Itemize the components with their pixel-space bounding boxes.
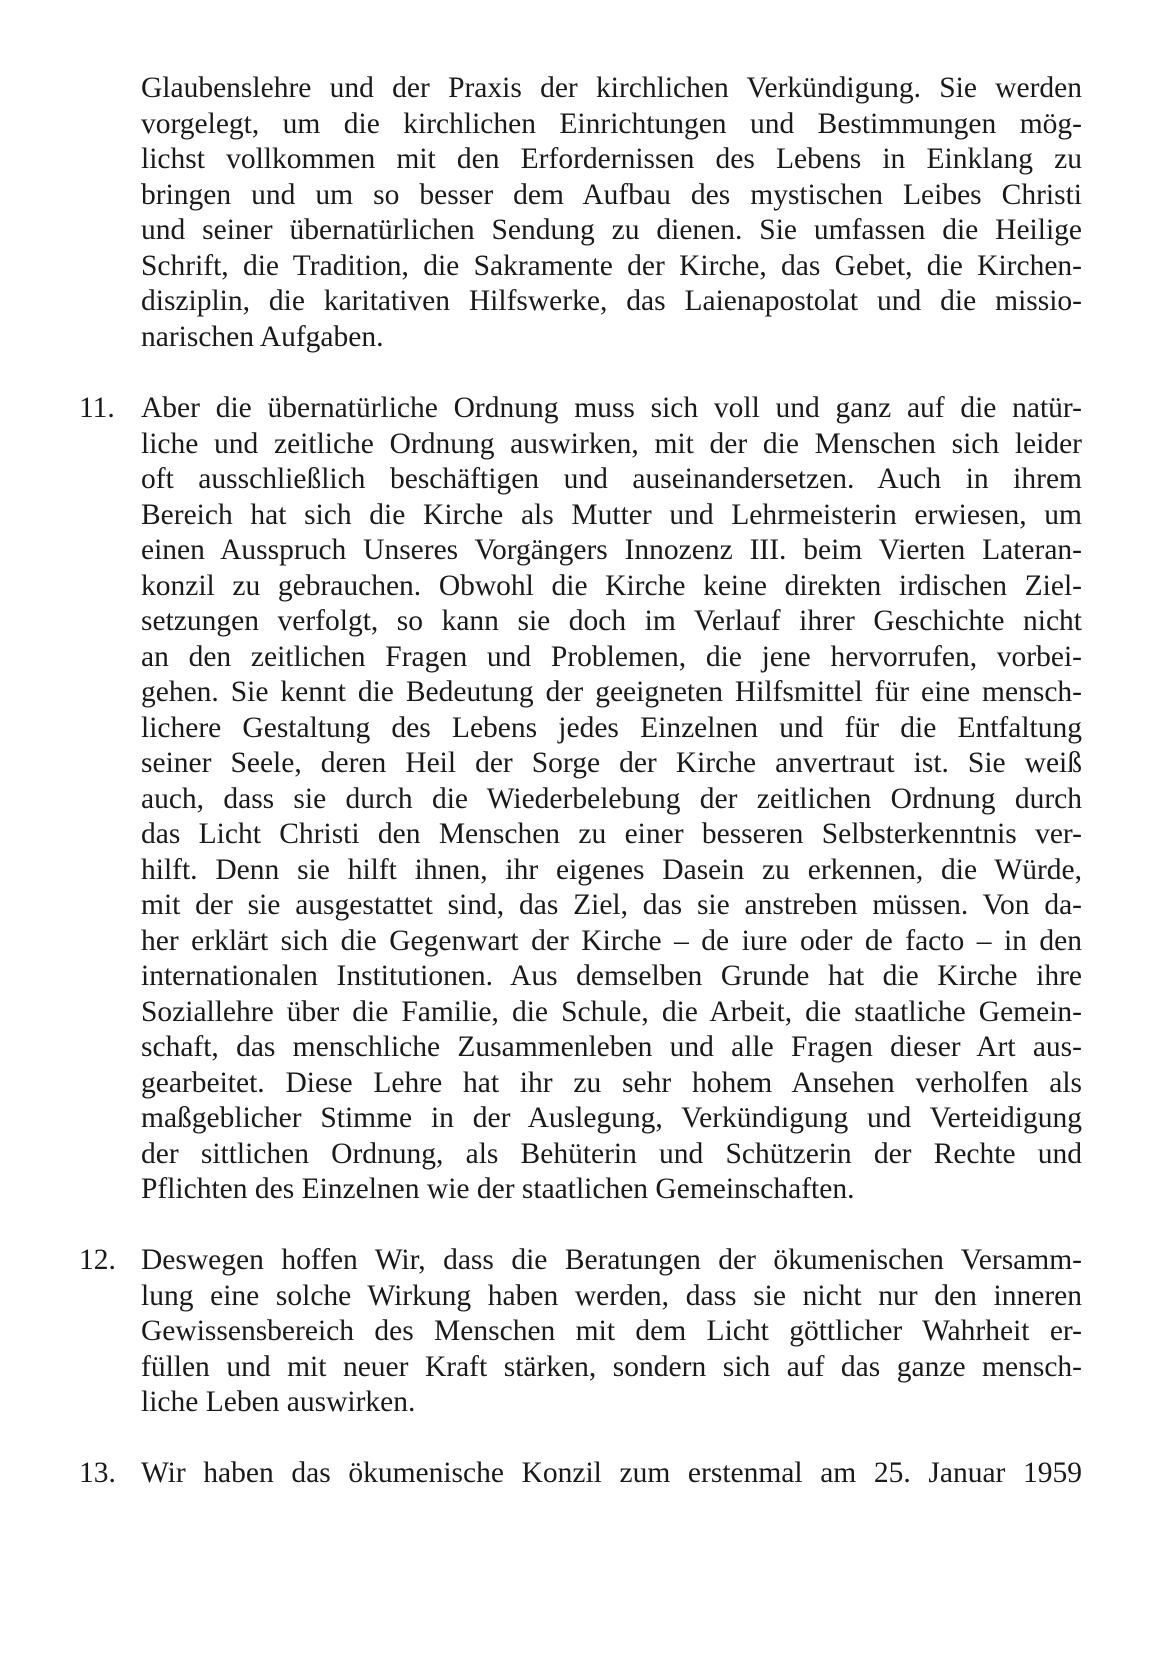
text-line: auch, dass sie durch die Wiederbelebung der zeitlichen Ordnung durch (141, 783, 1082, 815)
text-line: bringen und um so besser dem Aufbau des mystischen Leibes Christi (141, 179, 1082, 211)
text-line: Glaubenslehre und der Praxis der kirchlichen Verkündigung. Sie werden (141, 72, 1082, 104)
text-line: setzungen verfolgt, so kann sie doch im Verlauf ihrer Geschichte nicht (141, 605, 1082, 637)
text-line: seiner Seele, deren Heil der Sorge der Kirche anvertraut ist. Sie weiß (141, 747, 1082, 779)
paragraph-number: 13. (79, 1457, 116, 1489)
text-line: maßgeblicher Stimme in der Auslegung, Verkündigung und Verteidigung (141, 1102, 1082, 1134)
text-line: und seiner übernatürlichen Sendung zu dienen. Sie umfassen die Heilige (141, 214, 1082, 246)
text-line: narischen Aufgaben. (141, 321, 384, 353)
text-line: Wir haben das ökumenische Konzil zum erstenmal am 25. Januar 1959 (141, 1457, 1082, 1489)
text-line: konzil zu gebrauchen. Obwohl die Kirche keine direkten irdischen Ziel- (141, 570, 1082, 602)
text-line: hilft. Denn sie hilft ihnen, ihr eigenes Dasein zu erkennen, die Würde, (141, 854, 1082, 886)
text-line: liche Leben auswirken. (141, 1386, 416, 1418)
text-line: Gewissensbereich des Menschen mit dem Licht göttlicher Wahrheit er- (141, 1315, 1082, 1347)
text-line: einen Ausspruch Unseres Vorgängers Innozenz III. beim Vierten Lateran- (141, 534, 1082, 566)
text-line: oft ausschließlich beschäftigen und auseinandersetzen. Auch in ihrem (141, 463, 1082, 495)
text-line: Deswegen hoffen Wir, dass die Beratungen der ökumenischen Versamm- (141, 1244, 1082, 1276)
text-line: Schrift, die Tradition, die Sakramente der Kirche, das Gebet, die Kirchen- (141, 250, 1082, 282)
text-line: füllen und mit neuer Kraft stärken, sondern sich auf das ganze mensch- (141, 1351, 1082, 1383)
text-line: das Licht Christi den Menschen zu einer besseren Selbsterkenntnis ver- (141, 818, 1082, 850)
text-line: der sittlichen Ordnung, als Behüterin und Schützerin der Rechte und (141, 1138, 1082, 1170)
text-line: Aber die übernatürliche Ordnung muss sich voll und ganz auf die natür- (141, 392, 1082, 424)
text-line: schaft, das menschliche Zusammenleben und alle Fragen dieser Art aus- (141, 1031, 1082, 1063)
paragraph-number: 11. (79, 392, 115, 424)
text-line: lung eine solche Wirkung haben werden, dass sie nicht nur den inneren (141, 1280, 1082, 1312)
text-line: liche und zeitliche Ordnung auswirken, mit der die Menschen sich leider (141, 428, 1082, 460)
text-line: vorgelegt, um die kirchlichen Einrichtungen und Bestimmungen mög- (141, 108, 1082, 140)
paragraph-number: 12. (79, 1244, 116, 1276)
text-line: gehen. Sie kennt die Bedeutung der geeigneten Hilfsmittel für eine mensch- (141, 676, 1082, 708)
text-line: Pflichten des Einzelnen wie der staatlichen Gemeinschaften. (141, 1173, 855, 1205)
text-line: lichere Gestaltung des Lebens jedes Einzelnen und für die Entfaltung (141, 712, 1082, 744)
text-line: mit der sie ausgestattet sind, das Ziel, das sie anstreben müssen. Von da- (141, 889, 1082, 921)
text-line: Soziallehre über die Familie, die Schule, die Arbeit, die staatliche Gemein- (141, 996, 1082, 1028)
text-line: an den zeitlichen Fragen und Problemen, die jene hervorrufen, vorbei- (141, 641, 1082, 673)
text-line: internationalen Institutionen. Aus demselben Grunde hat die Kirche ihre (141, 960, 1082, 992)
text-line: Bereich hat sich die Kirche als Mutter und Lehrmeisterin erwiesen, um (141, 499, 1082, 531)
text-line: gearbeitet. Diese Lehre hat ihr zu sehr hohem Ansehen verholfen als (141, 1067, 1082, 1099)
text-line: disziplin, die karitativen Hilfswerke, das Laienapostolat und die missio- (141, 285, 1082, 317)
text-line: her erklärt sich die Gegenwart der Kirche – de iure oder de facto – in den (141, 925, 1082, 957)
text-line: lichst vollkommen mit den Erfordernissen des Lebens in Einklang zu (141, 143, 1082, 175)
